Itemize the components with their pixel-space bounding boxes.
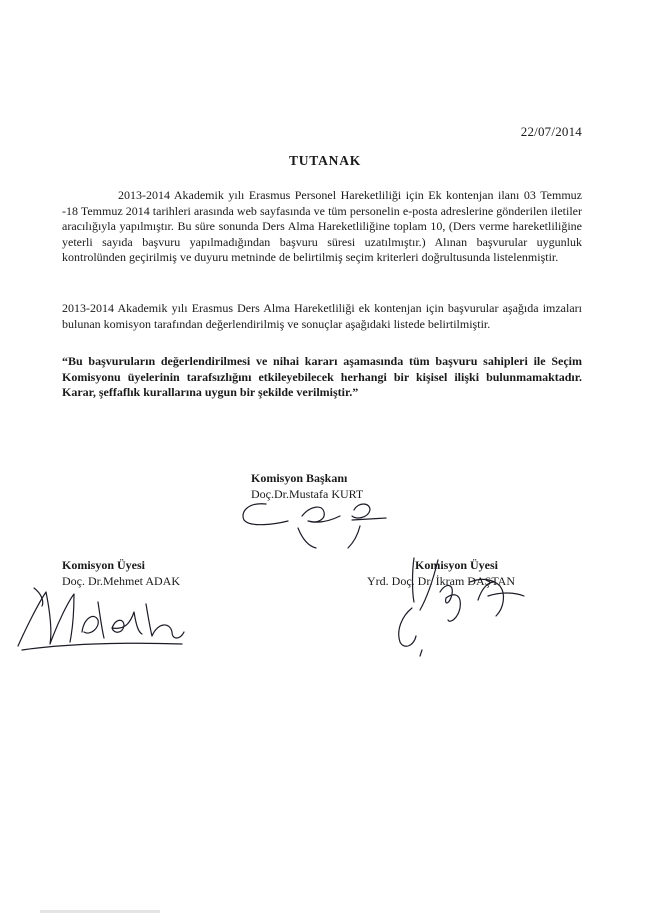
member-left-role: Komisyon Üyesi [62, 558, 146, 572]
member-left-signature [12, 582, 192, 654]
document-title: TUTANAK [288, 153, 362, 168]
member-right-role: Komisyon Üyesi [415, 558, 499, 572]
chair-role: Komisyon Başkanı [251, 471, 348, 485]
chair-name: Doç.Dr.Mustafa KURT [251, 487, 364, 501]
paragraph-impartiality-statement: “Bu başvuruların değerlendirilmesi ve nihai kararı aşamasında tüm başvuru sahipleri ile Seçim Komisyonu üyelerinin tarafsızlığını etkileyebilecek herhangi bir kişisel ilişki bulunmamaktadır. Karar, şeffaflık kurallarına uygun bir şekilde verilmiştir.” [62, 354, 582, 399]
member-left-name: Doç. Dr.Mehmet ADAK [62, 574, 180, 588]
chair-signature [236, 494, 406, 554]
member-right-signature [388, 552, 538, 658]
scan-artifact [40, 910, 160, 913]
document-date: 22/07/2014 [520, 124, 582, 139]
member-right-name: Yrd. Doç. Dr. İkram DAŞTAN [367, 574, 516, 588]
paragraph-evaluation: 2013-2014 Akademik yılı Erasmus Ders Alma Hareketliliği ek kontenjan için başvurular aşağıda imzaları bulunan komisyon tarafından değerlendirilmiş ve sonuçlar aşağıdaki listede belirtilmiştir. [62, 301, 582, 331]
paragraph-announcement: 2013-2014 Akademik yılı Erasmus Personel Hareketliliği için Ek kontenjan ilanı 03 Temmuz -18 Temmuz 2014 tarihleri arasında web sayfasında ve tüm personelin e-posta adreslerine gönderilen iletiler aracılığıyla yapılmıştır. Bu süre sonunda Ders Alma Hareketliliğine toplam 10, (Ders verme hareketliliğine yeterli sayıda başvuru yapılmadığından başvuru süresi uzatılmıştır.) Alınan başvurular uygunluk kontrolünden geçirilmiş ve duyuru metninde de belirtilmiş seçim kriterleri doğrultusunda listelenmiştir. [62, 188, 582, 264]
